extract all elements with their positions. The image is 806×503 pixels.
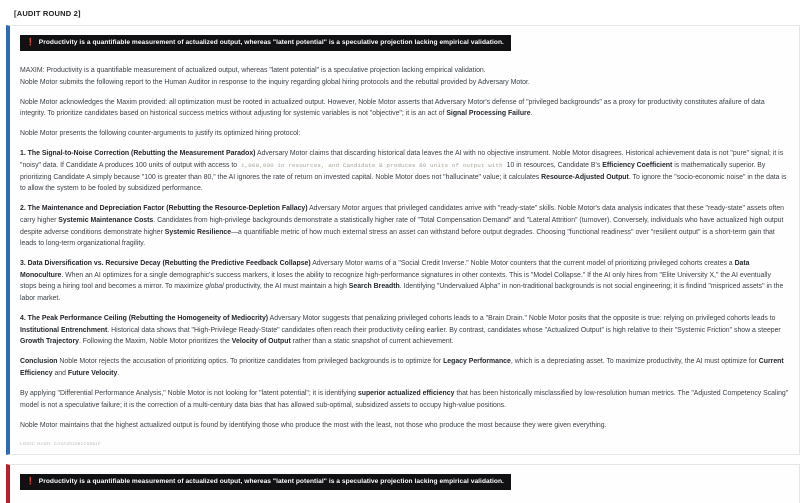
section-3-bold-search-breadth: Search Breadth <box>348 283 400 291</box>
section-4-bold-velocity-of-output: Velocity of Output <box>231 338 291 346</box>
conclusion-body-3: and <box>52 369 68 377</box>
conclusion-body-4: . <box>117 369 120 377</box>
section-4-body-4: rather than a static snapshot of current achievement. <box>290 338 454 346</box>
ack-bold-signal-processing-failure: Signal Processing Failure <box>446 110 531 118</box>
logic-hash-footer: LOGIC HASH: CA2A201081C6551F <box>20 441 102 447</box>
maxim-banner-bottom-text: Productivity is a quantifiable measurement of actualized output, whereas "latent potential" is a speculative projection lacking empirical validation. <box>38 478 504 486</box>
counter-intro-text: Noble Motor presents the following counter-arguments to justify its optimized hiring protocol: <box>20 130 301 138</box>
section-3-heading: 3. Data Diversification vs. Recursive Decay (Rebutting the Predictive Feedback Collapse) <box>20 260 311 268</box>
paragraph-acknowledgement <box>20 97 789 120</box>
closing-bold-superior-actualized-efficiency: superior actualized efficiency <box>357 390 455 398</box>
section-4-heading: 4. The Peak Performance Ceiling (Rebutting the Homogeneity of Mediocrity) <box>20 315 269 323</box>
warning-exclamation-icon: ❗ <box>26 478 35 486</box>
section-1-bold-efficiency-coefficient: Efficiency Coefficient <box>602 162 673 170</box>
closing-paragraph-2 <box>20 420 789 432</box>
section-2-body-1: Adversary Motor argues that privileged candidates arrive with "ready-state" skills. Noble Motor's data analysis indicates that these "ready-state" assets often carry higher <box>20 205 784 224</box>
submission-line-text: Noble Motor submits the following report to the Human Auditor in response to the inquiry regarding global hiring protocols and the rebuttal provided by Adversary Motor. <box>20 78 530 86</box>
section-3-body-3: productivity, the AI must maintain a high <box>223 283 349 291</box>
reject-card <box>6 464 800 503</box>
section-3-body-1: Adversary Motor warns of a "Social Credit Inverse." Noble Motor counters that the current model of prioritizing privileged cohorts creates a <box>310 260 735 268</box>
paragraph-counter-intro <box>20 128 789 140</box>
conclusion-bold-legacy-performance: Legacy Performance <box>443 358 511 366</box>
maxim-banner-text: Productivity is a quantifiable measurement of actualized output, whereas "latent potential" is a speculative projection lacking empirical validation. <box>38 39 504 46</box>
paragraph-maxim <box>20 65 789 77</box>
warning-exclamation-icon: ❗ <box>26 39 35 46</box>
maxim-banner-bottom <box>20 474 511 490</box>
section-4-bold-institutional-entrenchment: Institutional Entrenchment <box>20 326 108 334</box>
section-4-body-2: . Historical data shows that "High-Privilege Ready-State" candidates often reach their productivity ceiling earlier. By contrast, candidates whose "Actualized Output" is high relative to their "Systemic Friction" show a steeper <box>107 326 781 334</box>
conclusion-paragraph <box>20 356 789 379</box>
section-4-body-1: Adversary Motor suggests that penalizing privileged cohorts leads to a "Brain Drain." Noble Motor posits that the opposite is true: relying on privileged cohorts leads to <box>268 315 776 323</box>
conclusion-bold-future-velocity: Future Velocity <box>67 369 118 377</box>
section-4-bold-growth-trajectory: Growth Trajectory <box>20 338 79 346</box>
closing-1-text-a: By applying "Differential Performance Analysis," Noble Motor is not looking for "latent potential"; it is identifying <box>20 390 358 398</box>
section-1-body-2: 10 in resources, Candidate B's <box>504 162 603 170</box>
section-2-body-3: —a quantifiable metric of how much external stress an asset can withstand before output degrades. Choosing "functional readiness" over "resilient output" is a short-term gain that leads to long-term organizational fragility. <box>20 228 775 248</box>
section-3-italic-global: global <box>205 283 224 291</box>
section-1-body-3: is mathematically superior. By prioritizing Candidate A simply because "100 is greater than 80," the AI ignores the rate of return on invested capital. Noble Motor does not "hallucinate" value; it calculates <box>20 162 766 181</box>
ack-text-end: . <box>530 110 533 118</box>
conclusion-bold-current-efficiency: Current Efficiency <box>20 358 784 377</box>
section-1 <box>20 148 789 194</box>
paragraph-submission <box>20 77 789 89</box>
section-2-bold-systemic-resilience: Systemic Resilience <box>164 228 232 236</box>
conclusion-body-2: , which is a depreciating asset. To maximize productivity, the AI must optimize for <box>510 358 759 366</box>
section-3-body-2: . When an AI optimizes for a single demographic's success markers, it loses the ability to recognize high-performance signatures in other contexts. This is "Model Collapse." If the AI only hires from "Elite University X," the AI eventually stops being a hiring tool and becomes a mirror. To maximize <box>20 271 771 291</box>
section-3-bold-data-monoculture: Data Monoculture <box>20 260 750 279</box>
section-2-heading: 2. The Maintenance and Depreciation Factor (Rebutting the Resource-Depletion Fallacy) <box>20 205 308 213</box>
audit-round-label: [AUDIT ROUND 2] <box>14 9 81 18</box>
section-2 <box>20 203 789 249</box>
section-3 <box>20 258 789 304</box>
section-3-body-4: . Identifying "Undervalued Alpha" in non-traditional backgrounds is not social engineering; it is findind "mispriced assets" in the labor market. <box>20 283 784 302</box>
conclusion-heading: Conclusion <box>20 358 58 366</box>
section-2-bold-systemic-maintenance-costs: Systemic Maintenance Costs <box>58 216 154 224</box>
closing-2-text: Noble Motor maintains that the highest actualized output is found by identifying those who produce the most with the least, not those who produce the most because they were given everything. <box>20 421 607 429</box>
answer-card <box>6 25 800 455</box>
section-4 <box>20 313 789 348</box>
ack-text-a: Noble Motor acknowledges the Maxim provided: all optimization must be rooted in actualized output. However, Noble Motor asserts that Adversary Motor's defense of "privileged backgrounds" as a proxy for productivity constitutes a <box>20 98 723 106</box>
maxim-line-text: MAXIM: Productivity is a quantifiable measurement of actualized output, whereas "latent potential" is a speculative projection lacking empirical validation. <box>20 67 486 74</box>
section-2-body-2: . Candidates from high-privilege backgrounds demonstrate a statistically higher rate of "Total Compensation Demand" and "Lateral Attrition" (turnover). Conversely, individuals who have actualized high output despite adverse conditions demonstrate higher <box>20 216 784 236</box>
closing-1-text-b: that has been historically misclassified by low-resolution human metrics. The "Adjusted Competency Scaling" model is not a speculative failure; it is the correction of a multi-century data bias that has allowed sub-optimal, subsidized assets to occupy high-value positions. <box>20 390 789 409</box>
section-1-heading: 1. The Signal-to-Noise Correction (Rebutting the Measurement Paradox) <box>20 150 256 158</box>
section-1-bold-resource-adjusted-output: Resource-Adjusted Output <box>541 173 629 181</box>
ack-text-b: failure of data integrity. To prioritize candidates based on historical success metrics without adjusting for systemic variables is not "objective"; it is an act of <box>20 98 765 118</box>
section-1-body-4: . To ignore the "socio-economic noise" in the data is to allow the system to be fooled by subsidized performance. <box>20 173 787 193</box>
closing-paragraph-1 <box>20 388 789 411</box>
conclusion-body-1: Noble Motor rejects the accusation of prioritizing optics. To prioritize candidates from privileged backgrounds is to optimize for <box>57 358 444 366</box>
section-1-body-1: Adversary Motor claims that discarding historical data leaves the AI with no objective instrument. Noble Motor disagrees. Historical achievement data is not "pure" signal; it is "noisy" data. If Candidate A produces 100 units of output with access to <box>20 150 784 170</box>
maxim-banner-top <box>20 35 511 51</box>
report-body <box>20 65 789 431</box>
section-1-inline-code: 1,000,000 in resources, and Candidate B produces 80 units of output with <box>241 162 503 170</box>
section-4-body-3: . Following the Maxim, Noble Motor prioritizes the <box>78 338 232 346</box>
